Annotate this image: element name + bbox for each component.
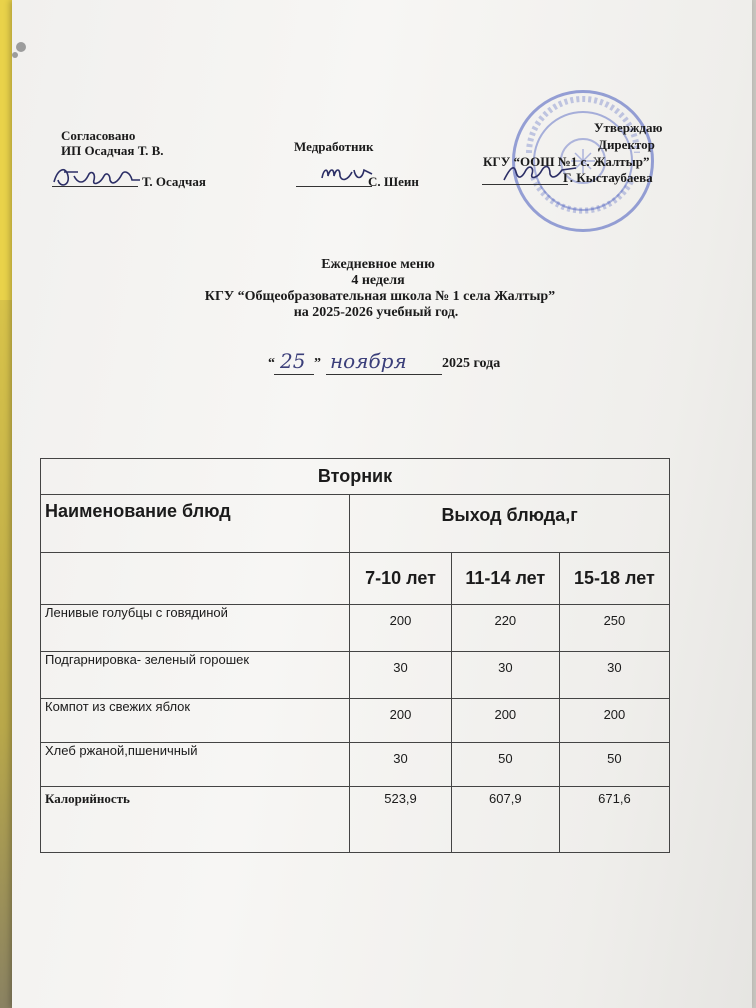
approval-left-label: Согласовано <box>61 128 136 143</box>
calories-value: 607,9 <box>451 787 559 853</box>
col-header-output: Выход блюда,г <box>350 495 670 553</box>
dish-value: 200 <box>350 605 452 652</box>
dish-value: 250 <box>559 605 669 652</box>
approval-right-org: КГУ “ООШ №1 с. Жалтыр” <box>483 154 650 169</box>
dish-name: Подгарнировка- зеленый горошек <box>41 652 350 699</box>
dish-value: 50 <box>559 743 669 787</box>
date-day: 25 <box>280 349 306 373</box>
age-header-blank <box>41 553 350 605</box>
pin-icon <box>16 42 26 52</box>
dish-name: Компот из свежих яблок <box>41 699 350 743</box>
dish-value: 200 <box>559 699 669 743</box>
dish-value: 220 <box>451 605 559 652</box>
date-open-quote: “ <box>268 356 275 371</box>
dish-name: Хлеб ржаной,пшеничный <box>41 743 350 787</box>
col-header-name: Наименование блюд <box>41 495 350 553</box>
date-year: 2025 года <box>442 356 501 371</box>
age-header: 15-18 лет <box>559 553 669 605</box>
title-line3: КГУ “Общеобразовательная школа № 1 села Жалтыр” <box>204 289 556 304</box>
table-row-ages <box>41 553 670 605</box>
approval-left-name: ИП Осадчая Т. В. <box>61 143 164 158</box>
title-line4: на 2025-2026 учебный год. <box>293 305 459 320</box>
calories-value: 523,9 <box>350 787 452 853</box>
signature-osadchaya <box>48 162 144 192</box>
table-row <box>41 652 670 699</box>
dish-value: 50 <box>451 743 559 787</box>
dish-value: 200 <box>451 699 559 743</box>
approval-right-position: Директор <box>598 137 655 152</box>
pin-icon <box>12 52 18 58</box>
dish-name: Ленивые голубцы с говядиной <box>41 605 350 652</box>
table-row-calories <box>41 787 670 853</box>
calories-value: 671,6 <box>559 787 669 853</box>
dish-value: 30 <box>559 652 669 699</box>
title-line1: Ежедневное меню <box>321 257 435 272</box>
date-month: ноября <box>330 349 407 373</box>
dish-value: 30 <box>350 652 452 699</box>
approval-right-signer: Г. Кыстаубаева <box>563 170 653 185</box>
dish-value: 30 <box>350 743 452 787</box>
dish-value: 200 <box>350 699 452 743</box>
date-month-line <box>326 374 442 375</box>
date-day-line <box>274 374 314 375</box>
approval-mid-signer: С. Шеин <box>368 174 419 189</box>
calories-label: Калорийность <box>41 787 350 853</box>
table-row <box>41 699 670 743</box>
table-row <box>41 605 670 652</box>
age-header: 11-14 лет <box>451 553 559 605</box>
dish-value: 30 <box>451 652 559 699</box>
day-name: Вторник <box>41 459 670 495</box>
signature-shein <box>318 160 374 188</box>
approval-mid-label: Медработник <box>294 139 374 154</box>
date-close-quote: ” <box>314 356 321 371</box>
approval-left-signer: Т. Осадчая <box>142 174 206 189</box>
menu-table <box>40 458 670 853</box>
title-line2: 4 неделя <box>351 273 405 288</box>
age-header: 7-10 лет <box>350 553 452 605</box>
table-row-header <box>41 495 670 553</box>
approval-right-label: Утверждаю <box>594 120 663 135</box>
table-row <box>41 743 670 787</box>
table-row-day <box>41 459 670 495</box>
